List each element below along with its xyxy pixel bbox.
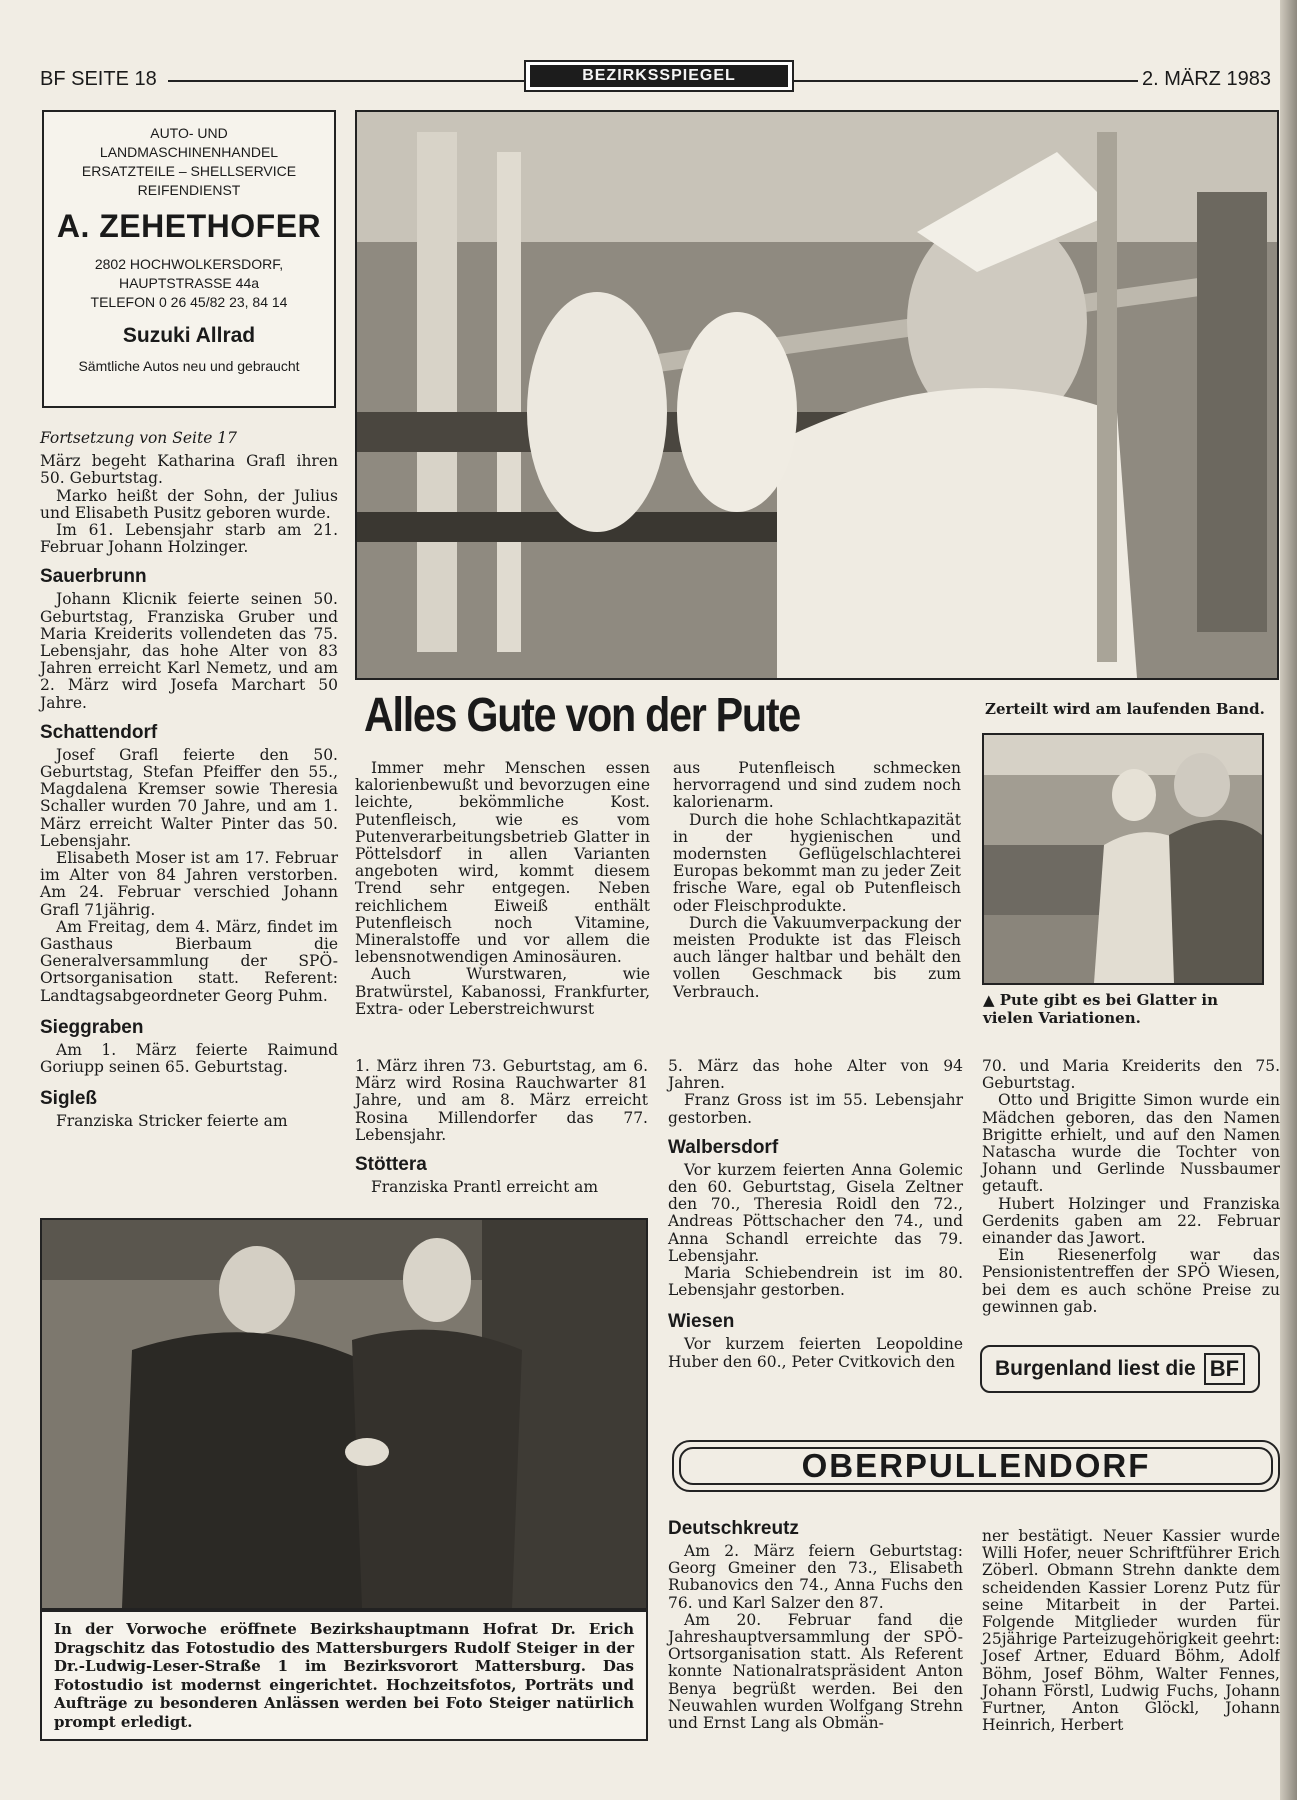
paragraph: ner bestätigt. Neuer Kassier wurde Willi Hofer, neuer Schriftführer Erich Zöberl. Obmann Strehn dankte dem scheidenden Kassier Lorenz Putz für seine Mitarbeit in der Partei. Folgende Mitglieder wurden für 25jährige Parteizugehörigkeit geehrt: Josef Artner, Eduard Böhm, Adolf Böhm, Josef Böhm, Walter Fennes, Johann Förstl, Ludwig Fuchs, Johann Furtner, Anton Glöckl, Johann Heinrich, Herbert [982, 1527, 1280, 1735]
ad-phone: TELEFON 0 26 45/82 23, 84 14 [90, 294, 288, 310]
ad-line: ERSATZTEILE – SHELLSERVICE [81, 163, 297, 179]
paragraph: Im 61. Lebensjahr starb am 21. Februar Johann Holzinger. [40, 521, 338, 557]
paragraph: Marko heißt der Sohn, der Julius und Elisabeth Pusitz geboren wurde. [40, 486, 338, 522]
page-number: BF SEITE 18 [40, 68, 157, 90]
region-title: OBERPULLENDORF [679, 1447, 1273, 1485]
deli-counter-photo [982, 733, 1264, 985]
page-edge [1280, 0, 1297, 1800]
ad-line: LANDMASCHINENHANDEL [99, 144, 279, 160]
paragraph: Durch die hohe Schlachtkapazität in der hygienischen und modernsten Geflügelschlachterei Europas bekommt man zu jeder Zeit frische Ware, egal ob Putenfleisch oder Fleischprodukte. [673, 810, 961, 915]
column-middle-left [355, 1058, 648, 1196]
paragraph: 5. März das hohe Alter von 94 Jahren. [668, 1057, 963, 1093]
ad-tagline: Sämtliche Autos neu und gebraucht [78, 358, 300, 374]
paragraph: Franz Gross ist im 55. Lebensjahr gestorben. [668, 1091, 963, 1127]
paragraph: Ein Riesenerfolg war das Pensionistentreffen der SPÖ Wiesen, bei dem es auch schöne Preise zu gewinnen gab. [982, 1246, 1280, 1316]
ad-address: 2802 HOCHWOLKERSDORF, [94, 256, 284, 272]
paragraph: Johann Klicnik feierte seinen 50. Geburtstag, Franziska Gruber und Maria Kreiderits vollendeten das 75. Lebensjahr, das hohe Alter von 83 Jahren erreicht Karl Nemetz, und am 2. März wird Josefa Marchart 50 Jahre. [40, 590, 338, 712]
paragraph: Am Freitag, dem 4. März, findet im Gasthaus Bierbaum die Generalversammlung der SPÖ-Ortsorganisation statt. Referent: Landtagsabgeordneter Georg Puhm. [40, 917, 338, 1005]
column-local-news [40, 430, 338, 1131]
header-rule-right [794, 80, 1138, 82]
paragraph: Auch Wurstwaren, wie Bratwürstel, Kabanossi, Frankfurter, Extra- oder Leberstreichwurst [355, 965, 650, 1018]
paragraph: Maria Schiebendrein ist im 80. Lebensjahr gestorben. [668, 1264, 963, 1300]
paragraph: Am 2. März feiern Geburtstag: Georg Gmeiner den 73., Elisabeth Rubanovics den 74., Anna Fuchs den 76. und Karl Salzer den 87. [668, 1542, 963, 1612]
paragraph: 70. und Maria Kreiderits den 75. Geburtstag. [982, 1057, 1280, 1093]
column-deutschkreutz-continued [982, 1528, 1280, 1734]
feature-column-a [355, 760, 650, 1018]
continued-note: Fortsetzung von Seite 17 [40, 429, 238, 447]
subhead-schattendorf: Schattendorf [40, 721, 158, 743]
paragraph: Franziska Stricker feierte am [56, 1112, 288, 1131]
paragraph: Durch die Vakuumverpackung der meisten Produkte ist das Fleisch auch länger haltbar und behält den vollen Geschmack bis zum Verbrauch. [673, 913, 961, 1001]
paragraph: Am 1. März feierte Raimund Goriupp seinen 65. Geburtstag. [40, 1040, 338, 1077]
issue-date: 2. MÄRZ 1983 [1142, 68, 1271, 90]
column-deutschkreutz [668, 1518, 963, 1732]
paragraph: Josef Grafl feierte den 50. Geburtstag, Stefan Pfeiffer den 55., Magdalena Kremser sowie Theresia Schaller wurden 70 Jahre, und am 1. März erreicht Walter Pinter das 50. Lebensjahr. [40, 745, 338, 850]
bf-promo [980, 1345, 1260, 1393]
subhead-stottera: Stöttera [355, 1154, 427, 1176]
paragraph: Franziska Prantl erreicht am [371, 1178, 599, 1197]
ad-address: HAUPTSTRASSE 44a [118, 275, 260, 291]
paragraph: 1. März ihren 73. Geburtstag, am 6. März wird Rosina Rauchwarter 81 Jahre, und am 8. März erreicht Rosina Millendorfer das 77. Lebensjahr. [355, 1057, 648, 1144]
paragraph: Hubert Holzinger und Franziska Gerdenits gaben am 22. Februar einander das Jawort. [982, 1194, 1280, 1248]
paragraph: März begeht Katharina Grafl ihren 50. Geburtstag. [40, 452, 338, 488]
subhead-wiesen: Wiesen [668, 1311, 735, 1333]
article-headline: Alles Gute von der Pute [364, 689, 800, 742]
subhead-walbersdorf: Walbersdorf [668, 1136, 779, 1158]
paragraph: Immer mehr Menschen essen kalorienbewußt und bevorzugen eine leichte, bekömmliche Kost. Putenfleisch, wie es vom Putenverarbeitungsbetrieb Glatter in Pöttelsdorf in allen Varianten angeboten wird, kommt diesem Trend sehr entgegen. Neben reichlichem Eiweiß enthält Putenfleisch noch Vitamine, Mineralstoffe und vor allem die lebensnotwendigen Aminosäuren. [355, 759, 650, 967]
paragraph: aus Putenfleisch schmecken hervorragend und sind zudem noch kalorienarm. [673, 759, 961, 812]
subhead-sieggraben: Sieggraben [40, 1016, 144, 1038]
advertisement [42, 110, 336, 408]
ad-company-name: A. ZEHETHOFER [56, 208, 322, 244]
studio-opening-photo [40, 1218, 648, 1610]
bf-logo: BF [1204, 1353, 1245, 1385]
section-title: BEZIRKSSPIEGEL [530, 65, 788, 87]
column-right [982, 1058, 1280, 1316]
paragraph: Am 20. Februar fand die Jahreshauptversammlung der SPÖ-Ortsorganisation statt. Als Referent konnte Nationalratspräsident Anton Benya begrüßt werden. Bei den Neuwahlen wurden Wolfgang Strehn und Ernst Lang als Obmän- [668, 1610, 963, 1733]
turkey-processing-photo [355, 110, 1279, 680]
photo-caption-bottom: ▲ Pute gibt es bei Glatter in vielen Variationen. [983, 991, 1218, 1027]
photo-caption-text: In der Vorwoche eröffnete Bezirkshauptmann Hofrat Dr. Erich Dragschitz das Fotostudio des Mattersburgers Rudolf Steiger in der Dr.-Ludwig-Leser-Straße 1 im Bezirksvorort Mattersburg. Das Fotostudio ist modernst eingerichtet. Hochzeitsfotos, Porträts und Aufträge zu besonderen Anlässen werden bei Foto Steiger natürlich prompt erledigt. [54, 1620, 634, 1731]
bf-slogan: Burgenland liest die [994, 1357, 1196, 1380]
photo-caption-top: Zerteilt wird am laufenden Band. [985, 700, 1265, 718]
photo-caption-box [40, 1610, 648, 1741]
column-middle-right [668, 1058, 963, 1371]
feature-column-b [673, 760, 961, 1001]
paragraph: Vor kurzem feierten Leopoldine Huber den 60., Peter Cvitkovich den [668, 1335, 963, 1371]
ad-brand: Suzuki Allrad [122, 324, 256, 347]
paragraph: Vor kurzem feierten Anna Golemic den 60. Geburtstag, Gisela Zeltner den 70., Theresia Roidl den 72., Andreas Pöttschacher den 74., und Anna Schandl erreichte das 79. Lebensjahr. [668, 1160, 963, 1265]
ad-line: REIFENDIENST [137, 182, 241, 198]
region-banner [672, 1440, 1280, 1492]
subhead-sauerbrunn: Sauerbrunn [40, 566, 147, 588]
subhead-sigless: Sigleß [40, 1088, 98, 1110]
subhead-deutschkreutz: Deutschkreutz [668, 1518, 799, 1539]
section-banner [524, 60, 794, 92]
paragraph: Elisabeth Moser ist am 17. Februar im Alter von 84 Jahren verstorben. Am 24. Februar verschied Johann Grafl 71jährig. [40, 849, 338, 919]
paragraph: Otto und Brigitte Simon wurde ein Mädchen geboren, das den Namen Brigitte erhielt, und auf den Namen Natascha wurde die Tochter von Johann und Gerlinde Nussbaumer getauft. [982, 1091, 1280, 1196]
header-rule-left [168, 80, 524, 82]
ad-line: AUTO- UND [150, 125, 228, 141]
